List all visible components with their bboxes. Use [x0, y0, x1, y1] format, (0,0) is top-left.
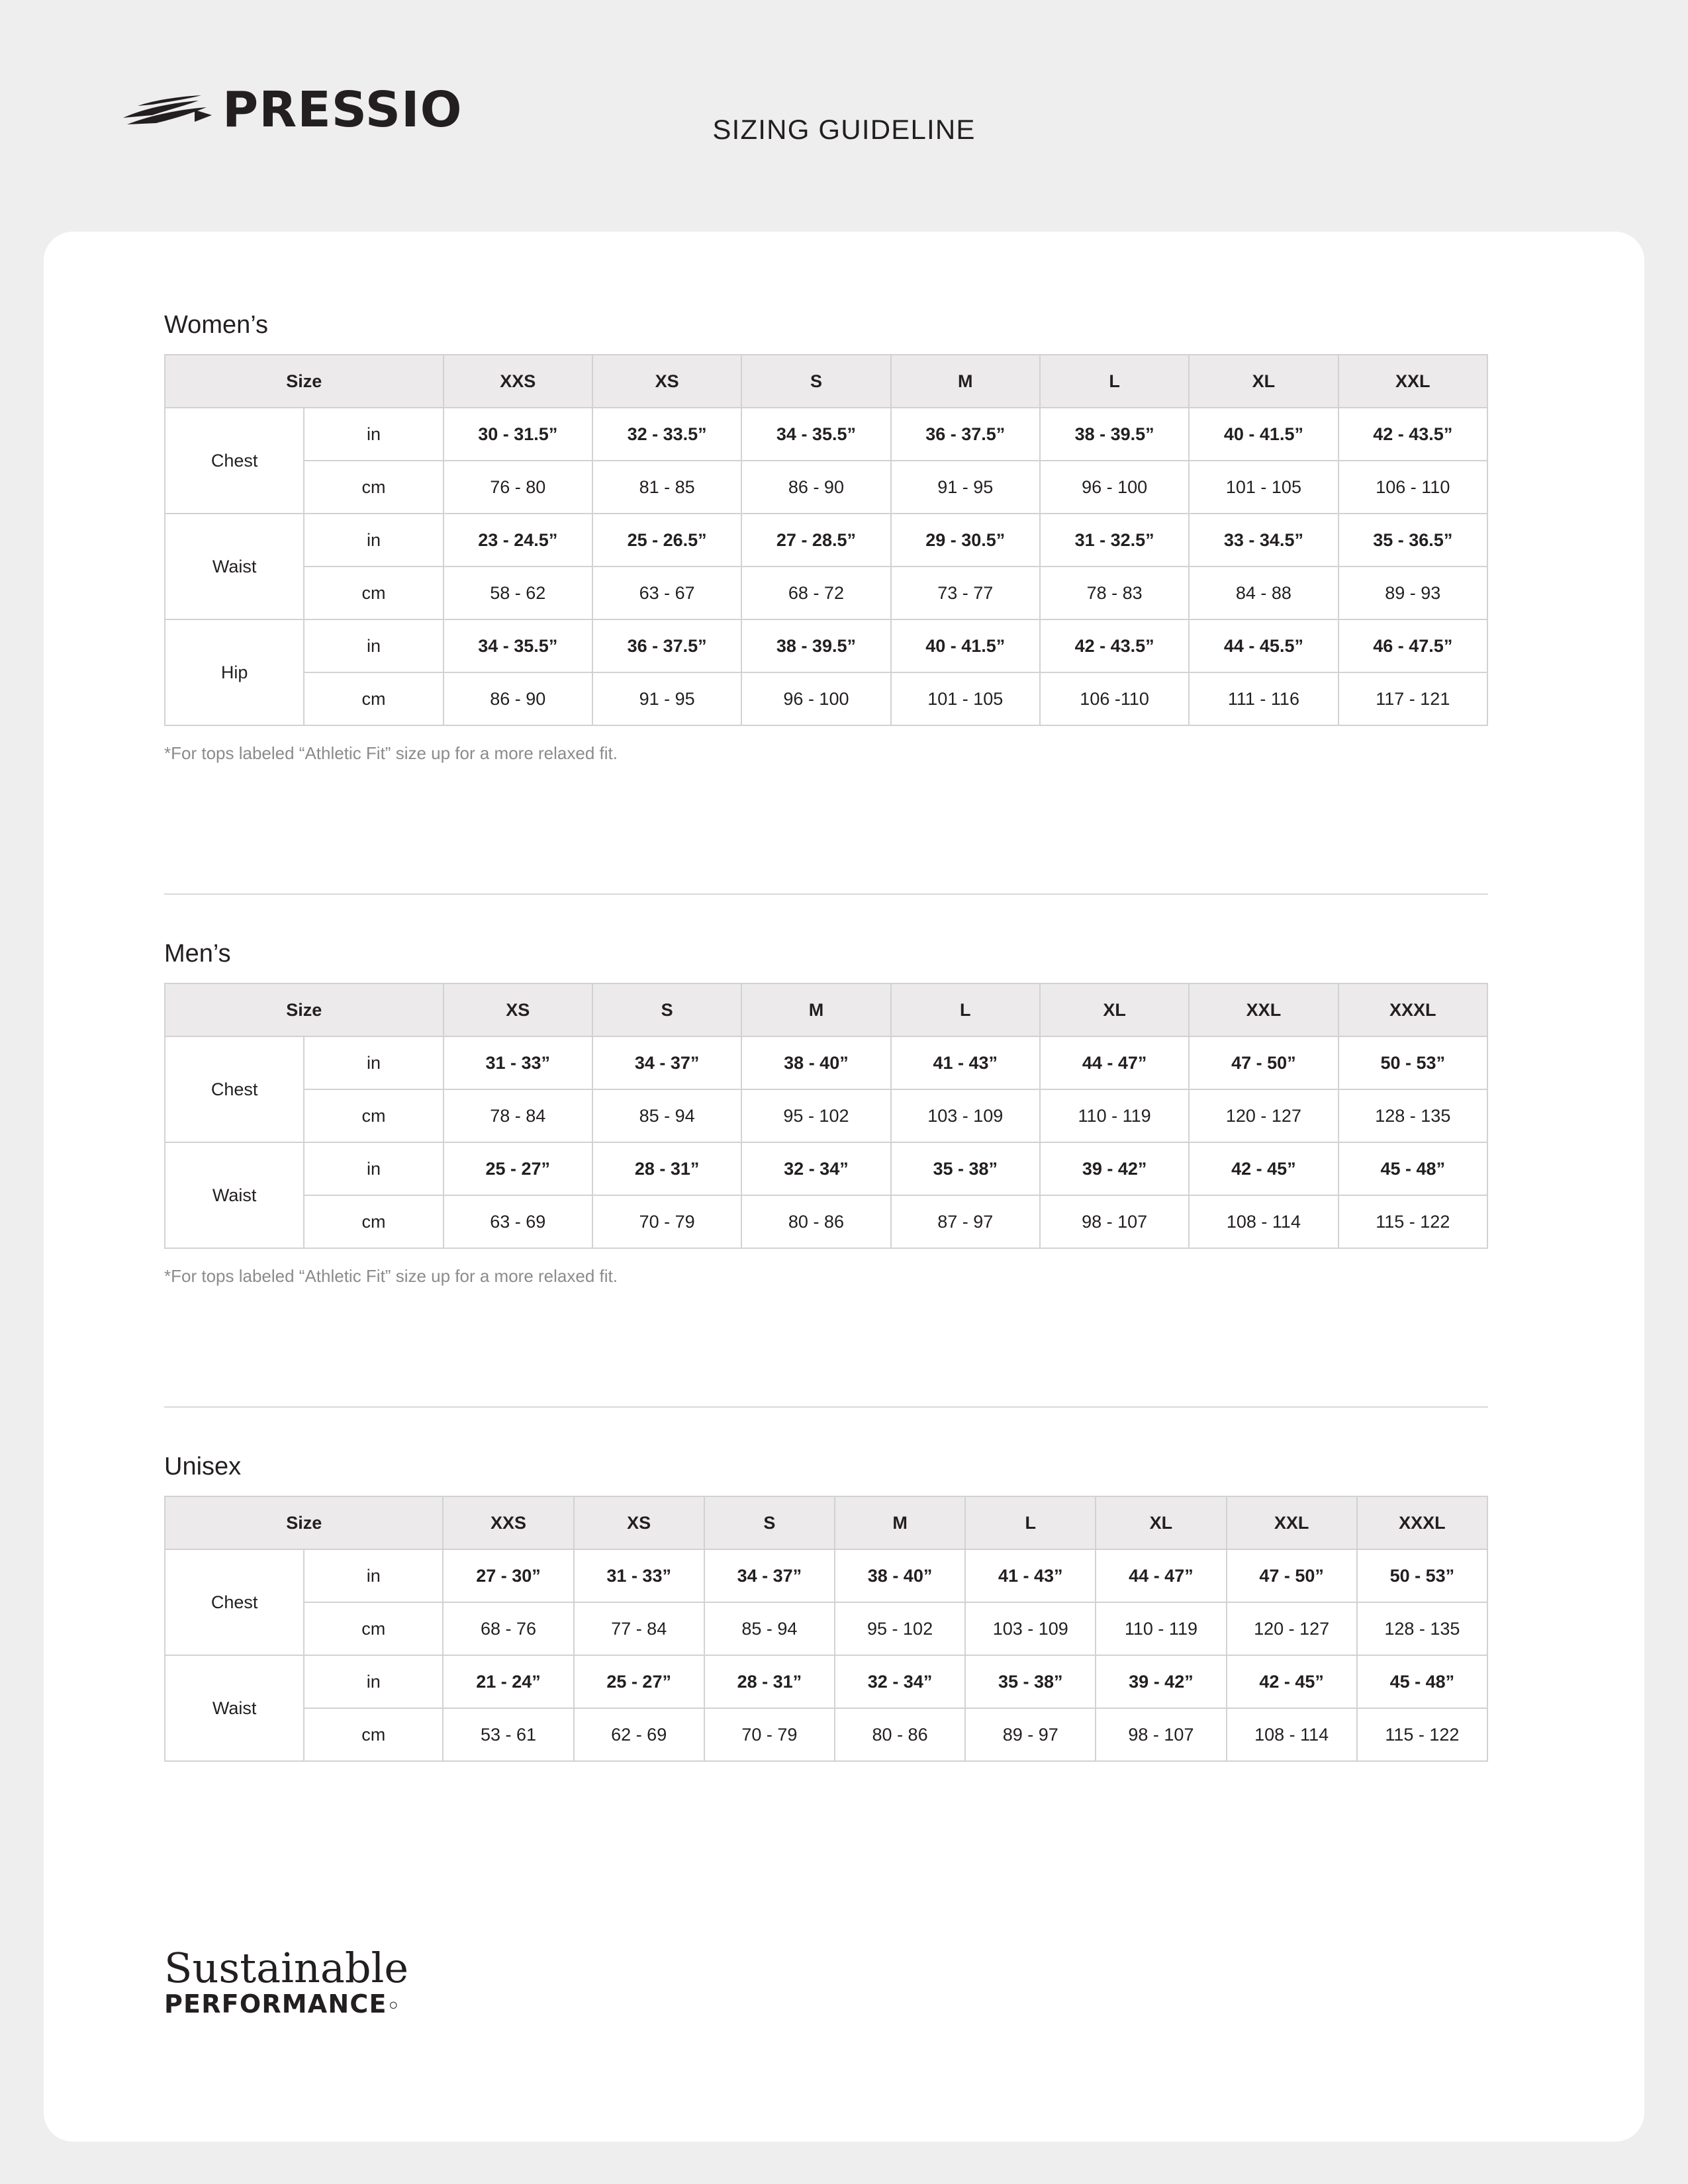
cell-chest-in-xxs: 30 - 31.5” — [444, 408, 592, 461]
table-body — [165, 1496, 1487, 1761]
cell-chest-in-xl: 44 - 47” — [1096, 1549, 1226, 1602]
cell-hip-cm-xs: 91 - 95 — [592, 672, 741, 725]
cell-chest-cm-s: 85 - 94 — [592, 1089, 741, 1142]
cell-waist-cm-xxxl: 115 - 122 — [1357, 1708, 1487, 1761]
table-row — [165, 619, 1487, 672]
cell-waist-cm-m: 80 - 86 — [835, 1708, 965, 1761]
section-unisex — [44, 1453, 1644, 1762]
page-title: SIZING GUIDELINE — [712, 114, 976, 145]
cell-waist-in-xs: 25 - 27” — [444, 1142, 592, 1195]
cell-chest-in-s: 34 - 37” — [592, 1036, 741, 1089]
unit-label-in: in — [304, 1549, 443, 1602]
cell-waist-cm-xxxl: 115 - 122 — [1338, 1195, 1487, 1248]
cell-chest-cm-s: 85 - 94 — [704, 1602, 835, 1655]
cell-waist-in-l: 31 - 32.5” — [1040, 514, 1189, 567]
column-header-size-s: S — [704, 1496, 835, 1549]
cell-waist-in-s: 28 - 31” — [704, 1655, 835, 1708]
column-header-size: Size — [165, 983, 444, 1036]
cell-waist-in-xxxl: 45 - 48” — [1357, 1655, 1487, 1708]
cell-waist-cm-m: 73 - 77 — [891, 567, 1040, 619]
row-label-waist: Waist — [165, 1142, 304, 1248]
column-header-size-xxs: XXS — [444, 355, 592, 408]
cell-waist-in-xxxl: 45 - 48” — [1338, 1142, 1487, 1195]
footer-logo-line2 — [164, 1989, 495, 2019]
cell-waist-cm-xs: 63 - 69 — [444, 1195, 592, 1248]
cell-chest-cm-xs: 78 - 84 — [444, 1089, 592, 1142]
cell-chest-cm-l: 96 - 100 — [1040, 461, 1189, 514]
cell-chest-in-xxl: 47 - 50” — [1189, 1036, 1338, 1089]
cell-chest-in-m: 36 - 37.5” — [891, 408, 1040, 461]
unit-label-cm: cm — [304, 461, 443, 514]
womens-size-table — [164, 354, 1488, 726]
cell-waist-in-xl: 33 - 34.5” — [1189, 514, 1338, 567]
cell-chest-cm-l: 103 - 109 — [891, 1089, 1040, 1142]
cell-waist-in-m: 32 - 34” — [835, 1655, 965, 1708]
column-header-size-m: M — [835, 1496, 965, 1549]
unit-label-cm: cm — [304, 1602, 443, 1655]
page-header — [0, 0, 1688, 232]
cell-chest-in-xs: 32 - 33.5” — [592, 408, 741, 461]
cell-chest-in-m: 38 - 40” — [741, 1036, 890, 1089]
cell-chest-in-l: 41 - 43” — [891, 1036, 1040, 1089]
cell-hip-in-xs: 36 - 37.5” — [592, 619, 741, 672]
brand-name: PRESSIO — [222, 81, 463, 138]
column-header-size-s: S — [592, 983, 741, 1036]
cell-chest-cm-xl: 110 - 119 — [1040, 1089, 1189, 1142]
cell-chest-in-xxs: 27 - 30” — [443, 1549, 573, 1602]
cell-waist-in-xxl: 42 - 45” — [1227, 1655, 1357, 1708]
cell-chest-cm-s: 86 - 90 — [741, 461, 890, 514]
table-row — [165, 1089, 1487, 1142]
cell-chest-cm-xs: 77 - 84 — [574, 1602, 704, 1655]
cell-waist-cm-xxl: 108 - 114 — [1189, 1195, 1338, 1248]
column-header-size: Size — [165, 1496, 443, 1549]
cell-chest-cm-l: 103 - 109 — [965, 1602, 1096, 1655]
column-header-size-xxxl: XXXL — [1357, 1496, 1487, 1549]
unit-label-cm: cm — [304, 1708, 443, 1761]
row-label-waist: Waist — [165, 514, 304, 619]
cell-chest-in-xxl: 47 - 50” — [1227, 1549, 1357, 1602]
cell-chest-in-xs: 31 - 33” — [444, 1036, 592, 1089]
column-header-size-xxs: XXS — [443, 1496, 573, 1549]
mens-size-table — [164, 983, 1488, 1249]
cell-hip-cm-m: 101 - 105 — [891, 672, 1040, 725]
unit-label-in: in — [304, 1036, 443, 1089]
cell-chest-cm-xxxl: 128 - 135 — [1338, 1089, 1487, 1142]
unit-label-in: in — [304, 1142, 443, 1195]
cell-chest-in-xs: 31 - 33” — [574, 1549, 704, 1602]
table-row — [165, 1602, 1487, 1655]
row-label-chest: Chest — [165, 1036, 304, 1142]
cell-chest-in-xxxl: 50 - 53” — [1338, 1036, 1487, 1089]
cell-waist-cm-s: 70 - 79 — [704, 1708, 835, 1761]
column-header-size-l: L — [1040, 355, 1189, 408]
cell-chest-cm-xxs: 76 - 80 — [444, 461, 592, 514]
content-card — [44, 232, 1644, 2142]
cell-hip-in-l: 42 - 43.5” — [1040, 619, 1189, 672]
table-row — [165, 1036, 1487, 1089]
cell-chest-in-xl: 44 - 47” — [1040, 1036, 1189, 1089]
cell-waist-cm-xxs: 58 - 62 — [444, 567, 592, 619]
section-womens — [44, 311, 1644, 764]
table-row — [165, 1549, 1487, 1602]
column-header-size-xxl: XXL — [1189, 983, 1338, 1036]
cell-hip-cm-xxl: 117 - 121 — [1338, 672, 1487, 725]
cell-chest-cm-xl: 110 - 119 — [1096, 1602, 1226, 1655]
cell-chest-in-l: 41 - 43” — [965, 1549, 1096, 1602]
cell-waist-cm-l: 78 - 83 — [1040, 567, 1189, 619]
row-label-waist: Waist — [165, 1655, 304, 1761]
cell-waist-in-m: 32 - 34” — [741, 1142, 890, 1195]
cell-hip-in-m: 40 - 41.5” — [891, 619, 1040, 672]
column-header-size-xxl: XXL — [1338, 355, 1487, 408]
cell-chest-in-s: 34 - 35.5” — [741, 408, 890, 461]
cell-chest-cm-xl: 101 - 105 — [1189, 461, 1338, 514]
cell-chest-cm-xxl: 120 - 127 — [1189, 1089, 1338, 1142]
table-header-row — [165, 355, 1487, 408]
unisex-size-table — [164, 1496, 1488, 1762]
row-label-hip: Hip — [165, 619, 304, 725]
unit-label-in: in — [304, 408, 443, 461]
cell-chest-in-s: 34 - 37” — [704, 1549, 835, 1602]
sustainable-performance-logo — [164, 1944, 495, 2019]
column-header-size-xl: XL — [1096, 1496, 1226, 1549]
table-row — [165, 1195, 1487, 1248]
column-header-size-xl: XL — [1040, 983, 1189, 1036]
cell-hip-in-s: 38 - 39.5” — [741, 619, 890, 672]
cell-hip-cm-xl: 111 - 116 — [1189, 672, 1338, 725]
column-header-size-l: L — [891, 983, 1040, 1036]
table-row — [165, 514, 1487, 567]
cell-waist-in-m: 29 - 30.5” — [891, 514, 1040, 567]
unit-label-cm: cm — [304, 567, 443, 619]
cell-chest-cm-m: 95 - 102 — [835, 1602, 965, 1655]
section-divider-2 — [164, 1406, 1488, 1408]
column-header-size-l: L — [965, 1496, 1096, 1549]
cell-waist-cm-xxs: 53 - 61 — [443, 1708, 573, 1761]
table-row — [165, 461, 1487, 514]
column-header-size: Size — [165, 355, 444, 408]
table-row — [165, 1142, 1487, 1195]
column-header-size-xs: XS — [444, 983, 592, 1036]
cell-chest-cm-xxl: 120 - 127 — [1227, 1602, 1357, 1655]
row-label-chest: Chest — [165, 408, 304, 514]
unit-label-in: in — [304, 514, 443, 567]
unit-label-in: in — [304, 619, 443, 672]
cell-waist-cm-xxl: 108 - 114 — [1227, 1708, 1357, 1761]
cell-waist-in-s: 27 - 28.5” — [741, 514, 890, 567]
womens-footnote: *For tops labeled “Athletic Fit” size up for a more relaxed fit. — [164, 743, 618, 763]
table-row — [165, 408, 1487, 461]
table-body — [165, 983, 1487, 1248]
cell-hip-in-xl: 44 - 45.5” — [1189, 619, 1338, 672]
table-row — [165, 672, 1487, 725]
section-label: Men’s — [164, 940, 231, 968]
cell-hip-cm-xxs: 86 - 90 — [444, 672, 592, 725]
cell-waist-in-s: 28 - 31” — [592, 1142, 741, 1195]
cell-waist-cm-xs: 63 - 67 — [592, 567, 741, 619]
table-row — [165, 1708, 1487, 1761]
cell-chest-cm-xs: 81 - 85 — [592, 461, 741, 514]
cell-chest-cm-xxl: 106 - 110 — [1338, 461, 1487, 514]
cell-waist-cm-xxl: 89 - 93 — [1338, 567, 1487, 619]
table-body — [165, 355, 1487, 725]
cell-waist-cm-l: 89 - 97 — [965, 1708, 1096, 1761]
cell-chest-in-xl: 40 - 41.5” — [1189, 408, 1338, 461]
row-label-chest: Chest — [165, 1549, 304, 1655]
cell-waist-cm-xl: 98 - 107 — [1040, 1195, 1189, 1248]
column-header-size-xl: XL — [1189, 355, 1338, 408]
unit-label-cm: cm — [304, 1195, 443, 1248]
cell-waist-in-xxl: 35 - 36.5” — [1338, 514, 1487, 567]
cell-waist-in-xs: 25 - 26.5” — [592, 514, 741, 567]
cell-waist-cm-l: 87 - 97 — [891, 1195, 1040, 1248]
column-header-size-xxxl: XXXL — [1338, 983, 1487, 1036]
cell-chest-cm-xxxl: 128 - 135 — [1357, 1602, 1487, 1655]
cell-chest-in-xxxl: 50 - 53” — [1357, 1549, 1487, 1602]
cell-waist-cm-s: 68 - 72 — [741, 567, 890, 619]
unit-label-in: in — [304, 1655, 443, 1708]
cell-waist-in-l: 35 - 38” — [891, 1142, 1040, 1195]
table-row — [165, 1655, 1487, 1708]
column-header-size-m: M — [741, 983, 890, 1036]
footer-logo-trademark: ◦ — [387, 1994, 401, 2018]
column-header-size-m: M — [891, 355, 1040, 408]
cell-waist-cm-xs: 62 - 69 — [574, 1708, 704, 1761]
table-row — [165, 567, 1487, 619]
column-header-size-s: S — [741, 355, 890, 408]
section-label: Women’s — [164, 311, 268, 339]
cell-chest-in-m: 38 - 40” — [835, 1549, 965, 1602]
cell-waist-cm-xl: 98 - 107 — [1096, 1708, 1226, 1761]
cell-chest-in-l: 38 - 39.5” — [1040, 408, 1189, 461]
section-label: Unisex — [164, 1453, 242, 1480]
section-mens — [44, 940, 1644, 1287]
cell-waist-cm-s: 70 - 79 — [592, 1195, 741, 1248]
unit-label-cm: cm — [304, 672, 443, 725]
cell-hip-cm-l: 106 -110 — [1040, 672, 1189, 725]
unit-label-cm: cm — [304, 1089, 443, 1142]
cell-waist-in-xxl: 42 - 45” — [1189, 1142, 1338, 1195]
cell-waist-in-xs: 25 - 27” — [574, 1655, 704, 1708]
table-header-row — [165, 1496, 1487, 1549]
cell-chest-cm-m: 91 - 95 — [891, 461, 1040, 514]
cell-chest-in-xxl: 42 - 43.5” — [1338, 408, 1487, 461]
cell-waist-in-l: 35 - 38” — [965, 1655, 1096, 1708]
cell-waist-in-xxs: 23 - 24.5” — [444, 514, 592, 567]
column-header-size-xxl: XXL — [1227, 1496, 1357, 1549]
cell-waist-in-xl: 39 - 42” — [1040, 1142, 1189, 1195]
cell-hip-in-xxs: 34 - 35.5” — [444, 619, 592, 672]
cell-hip-in-xxl: 46 - 47.5” — [1338, 619, 1487, 672]
section-divider-1 — [164, 893, 1488, 895]
cell-hip-cm-s: 96 - 100 — [741, 672, 890, 725]
footer-logo-line1: Sustainable — [164, 1944, 409, 1992]
table-header-row — [165, 983, 1487, 1036]
column-header-size-xs: XS — [574, 1496, 704, 1549]
cell-waist-in-xxs: 21 - 24” — [443, 1655, 573, 1708]
column-header-size-xs: XS — [592, 355, 741, 408]
cell-waist-cm-xl: 84 - 88 — [1189, 567, 1338, 619]
cell-waist-cm-m: 80 - 86 — [741, 1195, 890, 1248]
cell-waist-in-xl: 39 - 42” — [1096, 1655, 1226, 1708]
footer-logo-line2-text: PERFORMANCE — [164, 1989, 387, 2019]
cell-chest-cm-m: 95 - 102 — [741, 1089, 890, 1142]
cell-chest-cm-xxs: 68 - 76 — [443, 1602, 573, 1655]
mens-footnote: *For tops labeled “Athletic Fit” size up for a more relaxed fit. — [164, 1266, 618, 1286]
